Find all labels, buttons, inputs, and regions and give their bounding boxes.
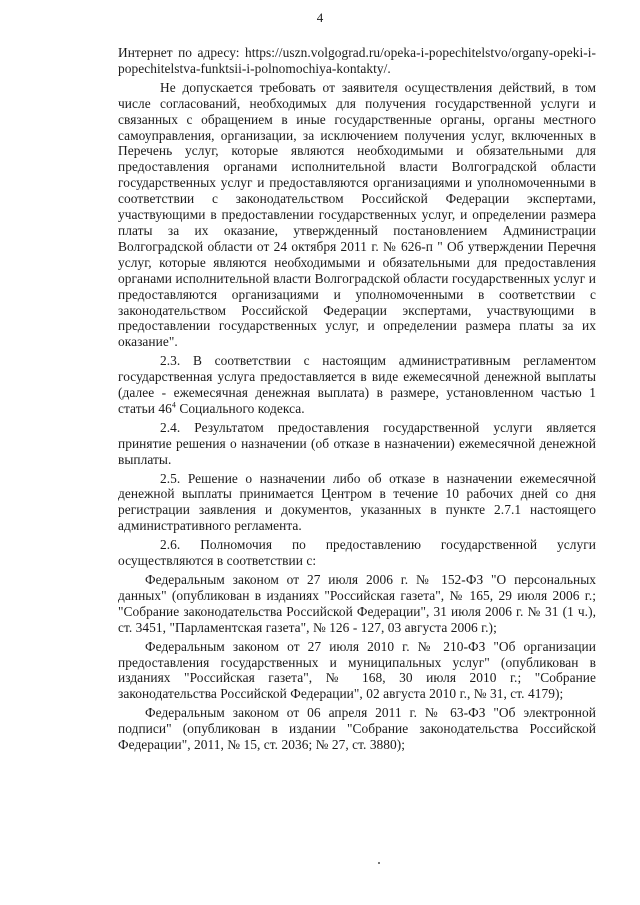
url-intro-text: Интернет по адресу: xyxy=(118,45,245,60)
paragraph-2-3-text: 2.3. В соответствии с настоящим административным регламентом государственная услуга предоставляется в виде ежемесячной денежной выплаты (далее - ежемесячная денежная выплата) в размере, установленном частью 1 статьи 46 xyxy=(118,353,596,416)
paragraph-2-6: 2.6. Полномочия по предоставлению государственной услуги осуществляются в соответствии с: xyxy=(118,537,596,569)
paragraph-url xyxy=(118,45,596,77)
paragraph-2-3-tail: Социального кодекса. xyxy=(175,400,305,416)
paragraph-law-152: Федеральным законом от 27 июля 2006 г. № 152-ФЗ "О персональных данных" (опубликован в изданиях "Российская газета", № 165, 29 июля 2006 г.; "Собрание законодательства Российской Федерации", 31 июля 2006 г. № 31 (1 ч.), ст. 3451, "Парламентская газета", № 126 - 127, 03 августа 2006 г.); xyxy=(118,572,596,635)
paragraph-law-63: Федеральным законом от 06 апреля 2011 г. № 63-ФЗ "Об электронной подписи" (опубликован в издании "Собрание законодательства Российской Федерации", 2011, № 15, ст. 2036; № 27, ст. 3880); xyxy=(118,705,596,753)
paragraph-law-210: Федеральным законом от 27 июля 2010 г. № 210-ФЗ "Об организации предоставления государственных и муниципальных услуг" (опубликован в изданиях "Российская газета", № 168, 30 июля 2010 г.; "Собрание законодательства Российской Федерации", 02 августа 2010 г., № 31, ст. 4179); xyxy=(118,638,596,702)
document-body xyxy=(118,45,596,756)
page-number: 4 xyxy=(316,10,324,25)
paragraph-2-5: 2.5. Решение о назначении либо об отказе в назначении ежемесячной денежной выплаты принимается Центром в течение 10 рабочих дней со дня регистрации заявления и документов, указанных в пункте 2.7.1 настоящего административного регламента. xyxy=(118,470,596,534)
scan-speck xyxy=(378,862,380,864)
paragraph-requirements: Не допускается требовать от заявителя осуществления действий, в том числе согласований, необходимых для получения государственной услуги и связанных с обращением в иные государственные органы, органы местного самоуправления, организации, за исключением получения услуг, включенных в Перечень услуг, которые являются необходимыми и обязательными для предоставления органами исполнительной власти Волгоградской области государственных услуг и предоставляются организациями и уполномоченными в соответствии с законодательством Российской Федерации экспертами, участвующими в предоставлении государственных услуг, и определении размера платы за их оказание, утвержденный постановлением Администрации Волгоградской области от 24 октября 2011 г. № 626-п " Об утверждении Перечня услуг, которые являются необходимыми и обязательными для предоставления органами исполнительной власти Волгоградской области государственных услуг и предоставляются организациями и уполномоченными в соответствии с законодательством Российской Федерации экспертами, участвующими в предоставлении государственных услуг, и определении размера платы за их оказание". xyxy=(118,79,596,350)
paragraph-2-3 xyxy=(118,353,596,417)
opeka-url-link[interactable]: https://uszn.volgograd.ru/opeka-i-popechitelstvo/organy-opeki-i-popechitelstva-funktsii-i-polnomochiya-kontakty/. xyxy=(118,45,596,76)
paragraph-2-4: 2.4. Результатом предоставления государственной услуги является принятие решения о назначении (об отказе в назначении) ежемесячной денежной выплаты. xyxy=(118,419,596,467)
article-superscript: 4 xyxy=(171,400,176,410)
